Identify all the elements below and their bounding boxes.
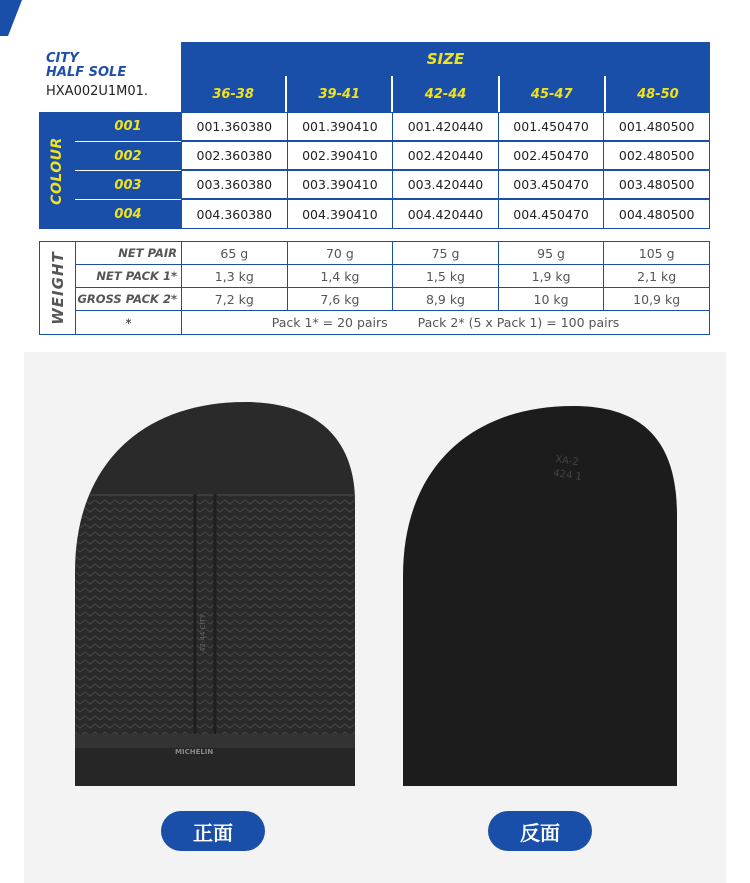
weight-row (76, 288, 709, 311)
size-col: 39-41 (285, 76, 391, 112)
weight-value: 1,4 kg (287, 265, 393, 287)
back-sole-image (403, 406, 677, 786)
product-name-line1: CITY (46, 51, 79, 66)
colour-code: 004 (75, 199, 181, 229)
article-number: 001.450470 (498, 112, 604, 140)
colour-code: 001 (75, 112, 181, 141)
weight-row-label: NET PAIR (76, 242, 182, 264)
article-number: 003.450470 (498, 170, 604, 198)
weight-value: 7,2 kg (214, 291, 254, 307)
article-number: 001.420440 (392, 112, 498, 140)
footnote-pack2: Pack 2* (5 x Pack 1) = 100 pairs (417, 315, 620, 330)
article-number: 002.480500 (603, 141, 709, 169)
product-code: HXA002U1M01. (46, 84, 149, 99)
weight-value: 10 kg (498, 288, 604, 310)
front-sole-image (75, 402, 355, 786)
weight-row (76, 265, 709, 288)
footnote-row (76, 311, 709, 334)
size-col: 42-44 (391, 76, 497, 112)
front-sole-model-text: 42-44 CITY (199, 613, 207, 652)
size-header: SIZE (181, 42, 710, 76)
colour-side-header (39, 112, 75, 229)
back-sole-stamp-line1: XA-2 (554, 454, 580, 469)
weight-header-label: WEIGHT (48, 251, 67, 325)
article-number: 004.420440 (392, 199, 498, 228)
footnote-pack1: Pack 1* = 20 pairs (271, 315, 388, 330)
colour-code: 002 (75, 141, 181, 170)
back-label-button[interactable]: 反面 (488, 811, 592, 851)
article-number: 003.360380 (182, 170, 287, 198)
weight-value: 8,9 kg (392, 288, 498, 310)
weight-value: 105 g (603, 242, 709, 264)
colour-row (75, 112, 710, 141)
size-columns (181, 76, 710, 112)
weight-value: 10,9 kg (603, 288, 709, 310)
product-title-block (46, 52, 148, 99)
article-number: 004.360380 (182, 199, 287, 228)
weight-value: 1,5 kg (392, 265, 498, 287)
colour-table (39, 112, 710, 229)
colour-row (75, 170, 710, 199)
article-number: 004.480500 (603, 199, 709, 228)
product-name-line2: HALF SOLE (46, 65, 127, 80)
article-number: 004.390410 (287, 199, 393, 228)
front-sole-brand-text: MICHELIN (175, 748, 214, 756)
size-col: 48-50 (604, 76, 710, 112)
article-number: 001.360380 (182, 112, 287, 140)
weight-value: 70 g (287, 242, 393, 264)
article-number: 003.420440 (392, 170, 498, 198)
article-number: 002.450470 (498, 141, 604, 169)
colour-row (75, 141, 710, 170)
article-number: 003.390410 (287, 170, 393, 198)
weight-row (76, 242, 709, 265)
weight-row-label: NET PACK 1* (76, 265, 182, 287)
back-sole-stamp-line2: 424 1 (552, 468, 583, 483)
front-label-button[interactable]: 正面 (161, 811, 265, 851)
weight-table (39, 241, 710, 335)
weight-row-label: GROSS PACK 2* (76, 288, 182, 310)
weight-value: 2,1 kg (603, 265, 709, 287)
colour-row (75, 199, 710, 229)
weight-value: 65 g (220, 245, 249, 261)
corner-tab-decoration (0, 0, 22, 36)
article-number: 002.360380 (182, 141, 287, 169)
article-number: 003.480500 (603, 170, 709, 198)
size-col: 45-47 (498, 76, 604, 112)
colour-code: 003 (75, 170, 181, 199)
weight-side-header (40, 242, 76, 334)
article-number: 001.480500 (603, 112, 709, 140)
weight-value: 1,9 kg (498, 265, 604, 287)
weight-value: 1,3 kg (214, 268, 254, 284)
size-col: 36-38 (181, 76, 285, 112)
footnote-marker: * (76, 311, 182, 334)
colour-header-label: COLOUR (49, 136, 65, 205)
article-number: 004.450470 (498, 199, 604, 228)
weight-value: 7,6 kg (287, 288, 393, 310)
article-number: 001.390410 (287, 112, 393, 140)
weight-value: 75 g (392, 242, 498, 264)
article-number: 002.420440 (392, 141, 498, 169)
weight-value: 95 g (498, 242, 604, 264)
article-number: 002.390410 (287, 141, 393, 169)
